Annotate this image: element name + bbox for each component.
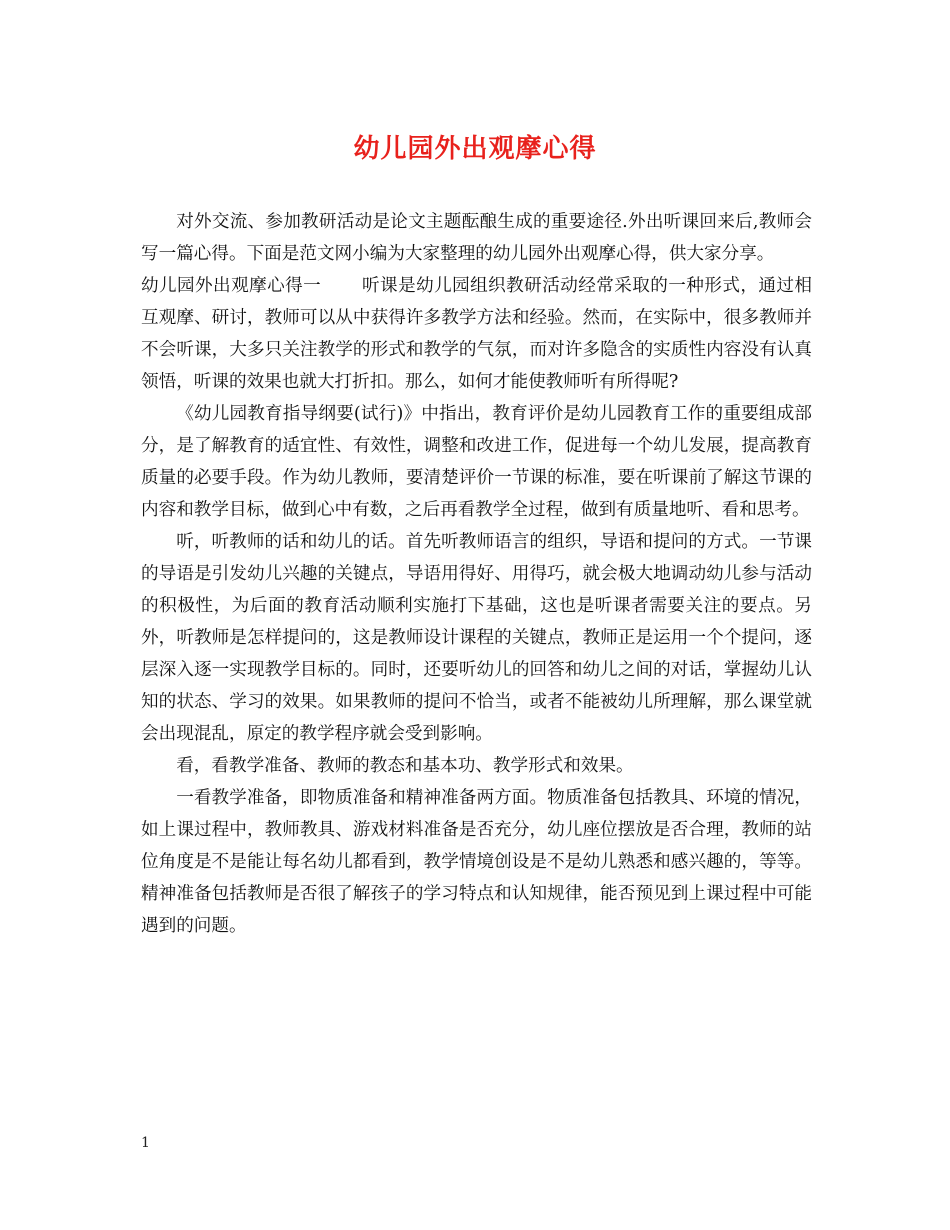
body-paragraph: 看，看教学准备、教师的教态和基本功、教学形式和效果。 [176, 756, 634, 776]
document-body [141, 206, 812, 942]
intro-paragraph: 对外交流、参加教研活动是论文主题酝酿生成的重要途径.外出听课回来后,教师会写一篇心得。下面是范文网小编为大家整理的幼儿园外出观摩心得，供大家分享。 [141, 212, 812, 264]
document-title: 幼儿园外出观摩心得 [353, 134, 597, 164]
section-heading: 幼儿园外出观摩心得一 [141, 276, 322, 296]
body-paragraph: 听，听教师的话和幼儿的话。首先听教师语言的组织，导语和提问的方式。一节课的导语是引发幼儿兴趣的关键点，导语用得好、用得巧，就会极大地调动幼儿参与活动的积极性，为后面的教育活动顺利实施打下基础，这也是听课者需要关注的要点。另外，听教师是怎样提问的，这是教师设计课程的关键点，教师正是运用一个个提问，逐层深入逐一实现教学目标的。同时，还要听幼儿的回答和幼儿之间的对话，掌握幼儿认知的状态、学习的效果。如果教师的提问不恰当，或者不能被幼儿所理解，那么课堂就会出现混乱，原定的教学程序就会受到影响。 [141, 532, 812, 744]
section-first-paragraph: 听课是幼儿园组织教研活动经常采取的一种形式，通过相互观摩、研讨，教师可以从中获得许多教学方法和经验。然而，在实际中，很多教师并不会听课，大多只关注教学的形式和教学的气氛，而对许多隐含的实质性内容没有认真领悟，听课的效果也就大打折扣。那么，如何才能使教师听有所得呢? [141, 276, 812, 392]
body-paragraph: 《幼儿园教育指导纲要(试行)》中指出，教育评价是幼儿园教育工作的重要组成部分，是了解教育的适宜性、有效性，调整和改进工作，促进每一个幼儿发展，提高教育质量的必要手段。作为幼儿教师，要清楚评价一节课的标准，要在听课前了解这节课的内容和教学目标，做到心中有数，之后再看教学全过程，做到有质量地听、看和思考。 [141, 404, 812, 520]
page-number: 1 [141, 1135, 150, 1151]
section-paragraph [141, 270, 812, 398]
body-paragraph: 一看教学准备，即物质准备和精神准备两方面。物质准备包括教具、环境的情况，如上课过程中，教师教具、游戏材料准备是否充分，幼儿座位摆放是否合理，教师的站位角度是不是能让每名幼儿都看到，教学情境创设是不是幼儿熟悉和感兴趣的，等等。精神准备包括教师是否很了解孩子的学习特点和认知规律，能否预见到上课过程中可能遇到的问题。 [141, 788, 812, 936]
